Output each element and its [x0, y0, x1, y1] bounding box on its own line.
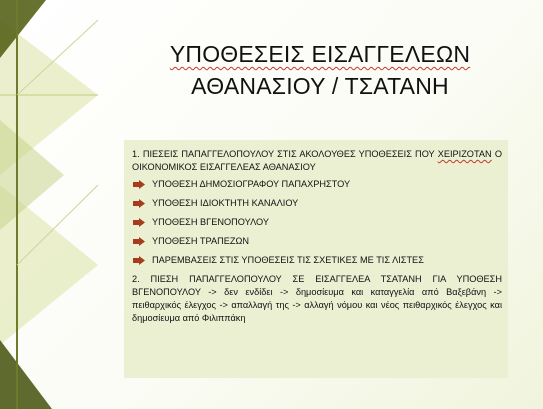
- content-box: [124, 140, 508, 378]
- bullet-text: ΥΠΟΘΕΣΗ ΙΔΙΟΚΤΗΤΗ ΚΑΝΑΛΙΟΥ: [152, 198, 299, 208]
- bullet-item: [132, 197, 502, 210]
- paragraph-1: [132, 148, 502, 174]
- bullet-item: [132, 235, 502, 248]
- paragraph-1-number: 1.: [132, 149, 140, 159]
- bullet-text: ΥΠΟΘΕΣΗ ΔΗΜΟΣΙΟΓΡΑΦΟΥ ΠΑΠΑΧΡΗΣΤΟΥ: [152, 179, 351, 189]
- bullet-item: [132, 178, 502, 191]
- deco-dark-wedge-bottom: [0, 340, 52, 409]
- slide-decoration: [0, 0, 120, 409]
- bullet-item: [132, 216, 502, 229]
- title-line-1: ΥΠΟΘΕΣΕΙΣ ΕΙΣΑΓΓΕΛΕΩΝ: [169, 41, 471, 67]
- bullet-text: ΥΠΟΘΕΣΗ ΤΡΑΠΕΖΩΝ: [152, 236, 249, 246]
- bullet-item: [132, 254, 502, 267]
- bullet-list: [132, 178, 502, 267]
- bullet-arrow-icon: [133, 218, 145, 227]
- paragraph-2: 2. ΠΙΕΣΗ ΠΑΠΑΓΓΕΛΟΠΟΥΛΟΥ ΣΕ ΕΙΣΑΓΓΕΛΕΑ ΤΣΑΤΑΝΗ ΓΙΑ ΥΠΟΘΕΣΗ ΒΓΕΝΟΠΟΥΛΟΥ -> δεν ενδίδει -> δημοσίευμα και καταγγελία από Βαξεβάνη -> πειθαρχικός έλεγχος -> απαλλαγή της -> αλλαγή νόμου και νέος πειθαρχικός έλεγχος και δημοσίευμα από Φιλιππάκη: [132, 274, 502, 323]
- paragraph-1-text: ΠΙΕΣΕΙΣ ΠΑΠΑΓΓΕΛΟΠΟΥΛΟΥ ΣΤΙΣ ΑΚΟΛΟΥΘΕΣ ΥΠΟΘΕΣΕΙΣ ΠΟΥ: [142, 149, 435, 159]
- bullet-arrow-icon: [133, 237, 145, 246]
- bullet-arrow-icon: [133, 199, 145, 208]
- bullet-text: ΠΑΡΕΜΒΑΣΕΙΣ ΣΤΙΣ ΥΠΟΘΕΣΕΙΣ ΤΙΣ ΣΧΕΤΙΚΕΣ ΜΕ ΤΙΣ ΛΙΣΤΕΣ: [152, 255, 424, 265]
- paragraph-1-rest: Ο ΟΙΚΟΝΟΜΙΚΟΣ ΕΙΣΑΓΓΕΛΕΑΣ ΑΘΑΝΑΣΙΟΥ: [132, 149, 502, 172]
- bullet-arrow-icon: [133, 256, 145, 265]
- title-line-2: ΑΘΑΝΑΣΙΟΥ / ΤΣΑΤΑΝΗ: [191, 73, 449, 99]
- bullet-text: ΥΠΟΘΕΣΗ ΒΓΕΝΟΠΟΥΛΟΥ: [152, 217, 269, 227]
- bullet-arrow-icon: [133, 180, 145, 189]
- paragraph-1-underlined-word: ΧΕΙΡΙΖΟΤΑΝ: [437, 149, 492, 159]
- slide-title: [120, 38, 520, 102]
